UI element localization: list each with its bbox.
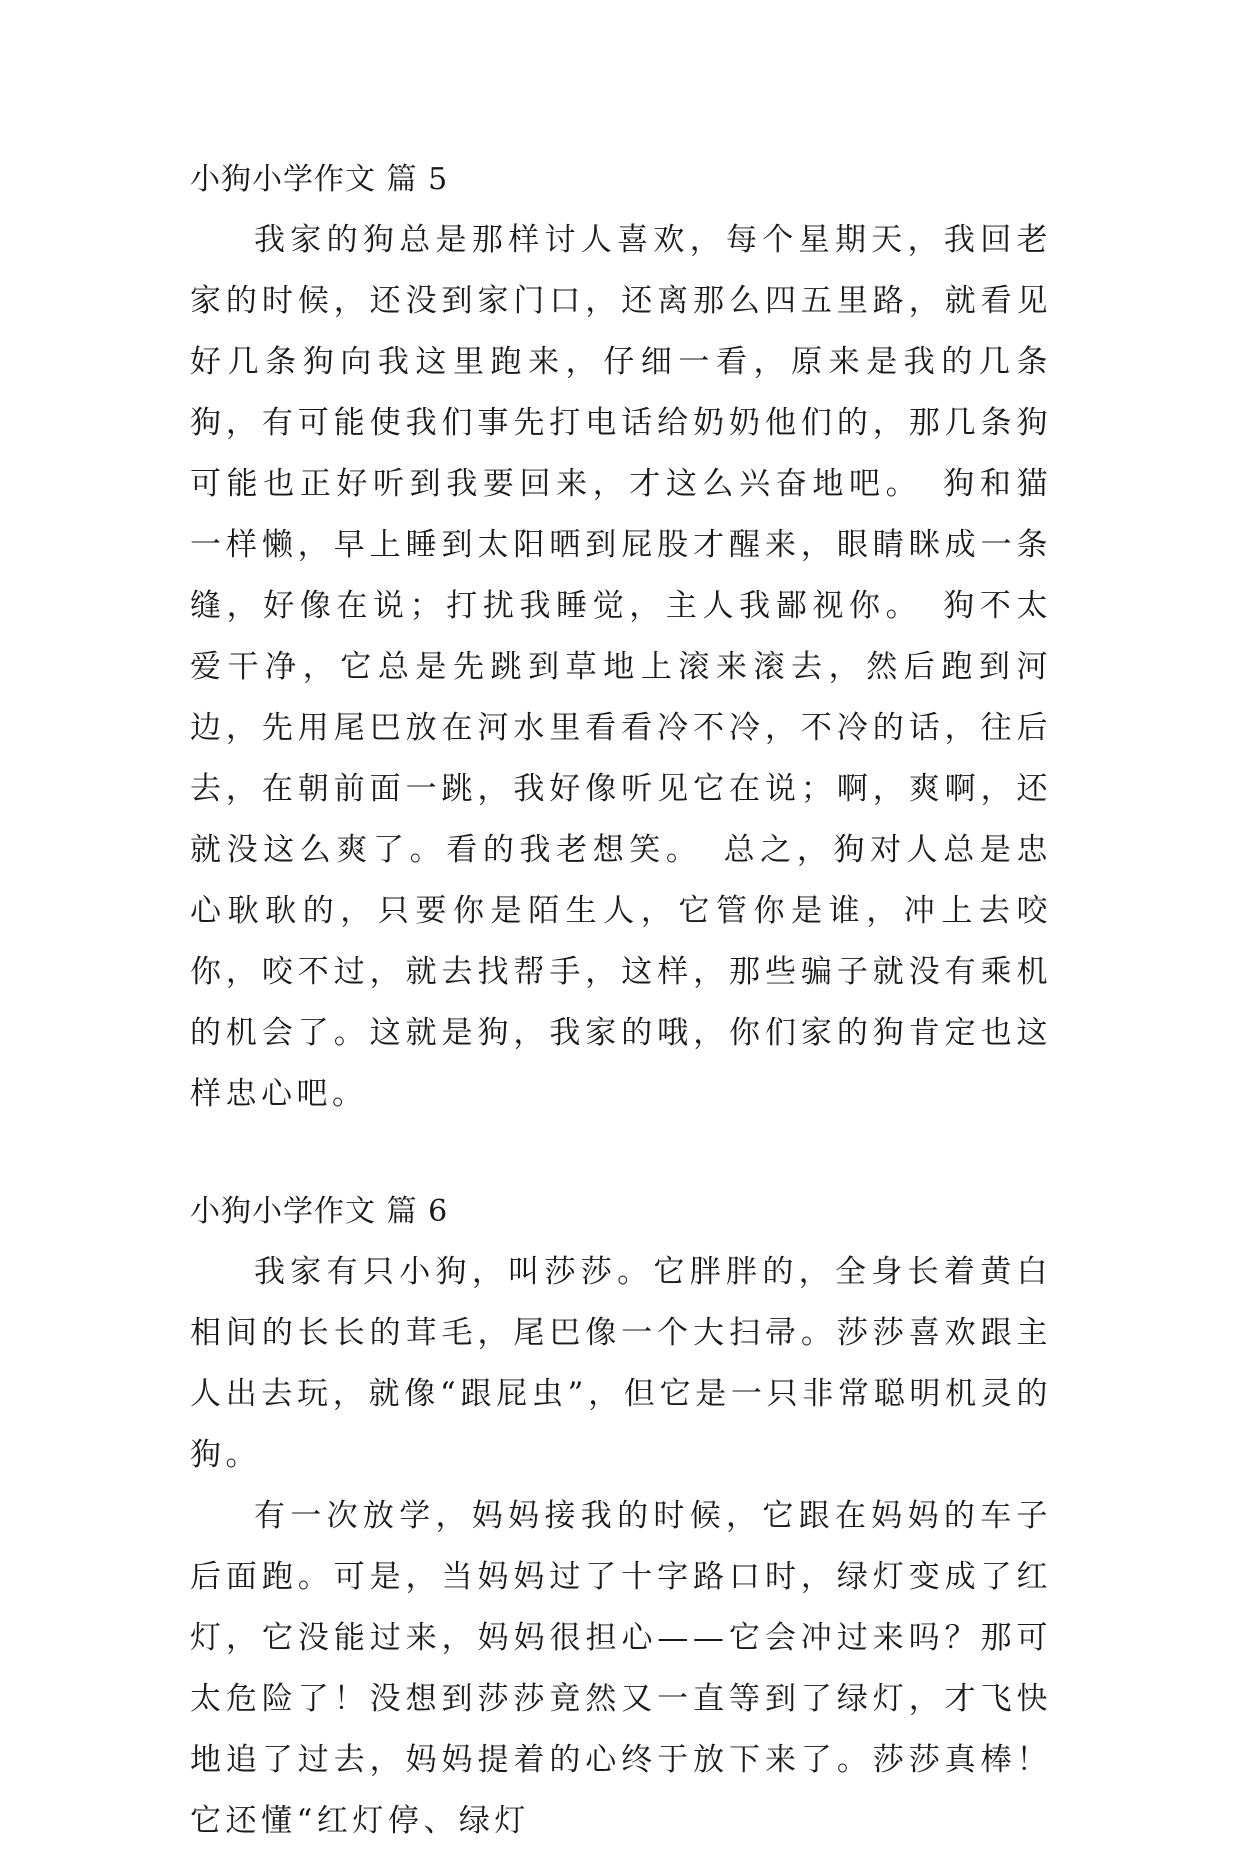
essay-paragraph: 有一次放学，妈妈接我的时候，它跟在妈妈的车子后面跑。可是，当妈妈过了十字路口时，绿灯变成了红灯，它没能过来，妈妈很担心——它会冲过来吗？那可太危险了！没想到莎莎竟然又一直等到了绿灯，才飞快地追了过去，妈妈提着的心终于放下来了。莎莎真棒！它还懂“红灯停、绿灯 [190,1498,1052,1839]
document-page [190,150,1052,1852]
section-spacer [190,1125,1052,1182]
essay-paragraph: 我家有只小狗，叫莎莎。它胖胖的，全身长着黄白相间的长长的茸毛，尾巴像一个大扫帚。莎莎喜欢跟主人出去玩，就像“跟屁虫”，但它是一只非常聪明机灵的狗。 [190,1254,1052,1473]
essay-5 [190,150,1052,1125]
essay-title: 小狗小学作文 篇 6 [190,1194,449,1229]
essay-paragraph: 我家的狗总是那样讨人喜欢，每个星期天，我回老家的时候，还没到家门口，还离那么四五里路，就看见好几条狗向我这里跑来，仔细一看，原来是我的几条狗，有可能使我们事先打电话给奶奶他们的，那几条狗可能也正好听到我要回来，才这么兴奋地吧。 狗和猫一样懒，早上睡到太阳晒到屁股才醒来，眼睛眯成一条缝，好像在说；打扰我睡觉，主人我鄙视你。 狗不太爱干净，它总是先跳到草地上滚来滚去，然后跑到河边，先用尾巴放在河水里看看冷不冷，不冷的话，往后去，在朝前面一跳，我好像听见它在说；啊，爽啊，还就没这么爽了。看的我老想笑。 总之，狗对人总是忠心耿耿的，只要你是陌生人，它管你是谁，冲上去咬你，咬不过，就去找帮手，这样，那些骗子就没有乘机的机会了。这就是狗，我家的哦，你们家的狗肯定也这样忠心吧。 [190,222,1052,1112]
essay-title: 小狗小学作文 篇 5 [190,162,449,197]
essay-6 [190,1182,1052,1852]
